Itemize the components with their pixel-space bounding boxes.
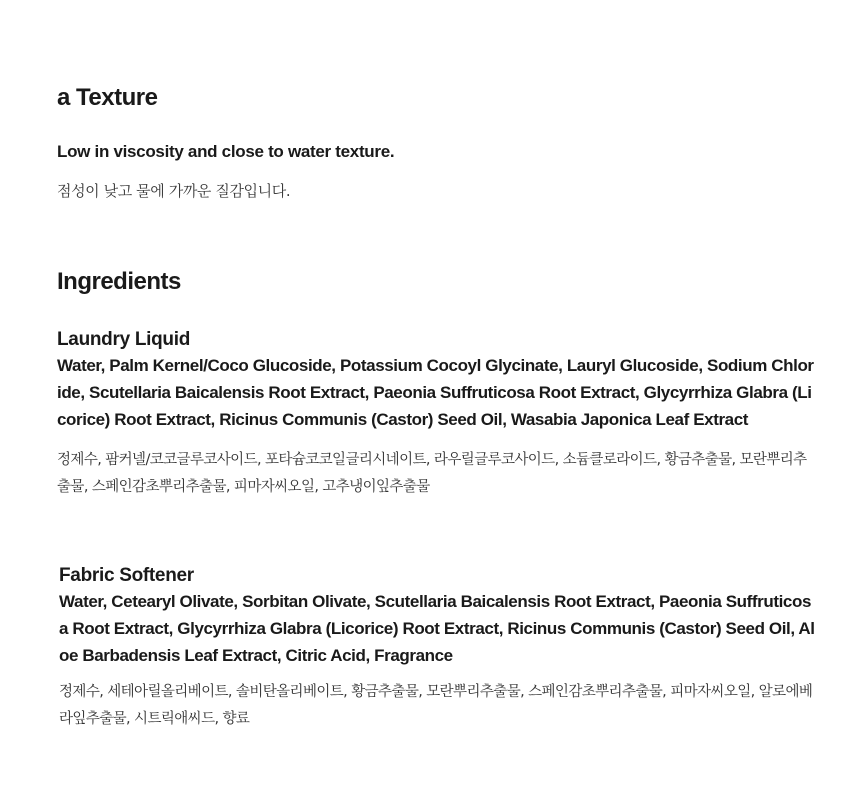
texture-section [57, 84, 817, 112]
laundry-liquid-ingredients-en: Water, Palm Kernel/Coco Glucoside, Potassium Cocoyl Glycinate, Lauryl Glucoside, Sodium Chloride, Scutellaria Baicalensis Root Extract, Paeonia Suffruticosa Root Extract, Glycyrrhiza Glabra (Licorice) Root Extract, Ricinus Communis (Castor) Seed Oil, Wasabia Japonica Leaf Extract [57, 356, 814, 429]
laundry-liquid-ingredients-ko: 정제수, 팜커넬/코코글루코사이드, 포타슘코코일글리시네이트, 라우릴글루코사이드, 소듐클로라이드, 황금추출물, 모란뿌리추출물, 스페인감초뿌리추출물, 피마자씨오일, 고추냉이잎추출물 [57, 452, 807, 495]
texture-title: a Texture [57, 84, 158, 111]
fabric-softener-title: Fabric Softener [59, 565, 194, 586]
texture-description-en: Low in viscosity and close to water texture. [57, 142, 395, 161]
laundry-liquid-block [57, 329, 817, 501]
fabric-softener-block [59, 565, 819, 733]
texture-description-ko: 점성이 낮고 물에 가까운 질감입니다. [57, 182, 291, 200]
ingredients-title: Ingredients [57, 268, 181, 295]
fabric-softener-ingredients-en: Water, Cetearyl Olivate, Sorbitan Olivate, Scutellaria Baicalensis Root Extract, Paeonia Suffruticosa Root Extract, Glycyrrhiza Glabra (Licorice) Root Extract, Ricinus Communis (Castor) Seed Oil, Aloe Barbadensis Leaf Extract, Citric Acid, Fragrance [59, 592, 815, 665]
fabric-softener-ingredients-ko: 정제수, 세테아릴올리베이트, 솔비탄올리베이트, 황금추출물, 모란뿌리추출물, 스페인감초뿌리추출물, 피마자씨오일, 알로에베라잎추출물, 시트릭애씨드, 향료 [59, 684, 813, 727]
texture-description-ko-block [57, 180, 817, 201]
laundry-liquid-title: Laundry Liquid [57, 329, 191, 350]
texture-description-en-block [57, 142, 817, 162]
ingredients-section [57, 268, 817, 296]
